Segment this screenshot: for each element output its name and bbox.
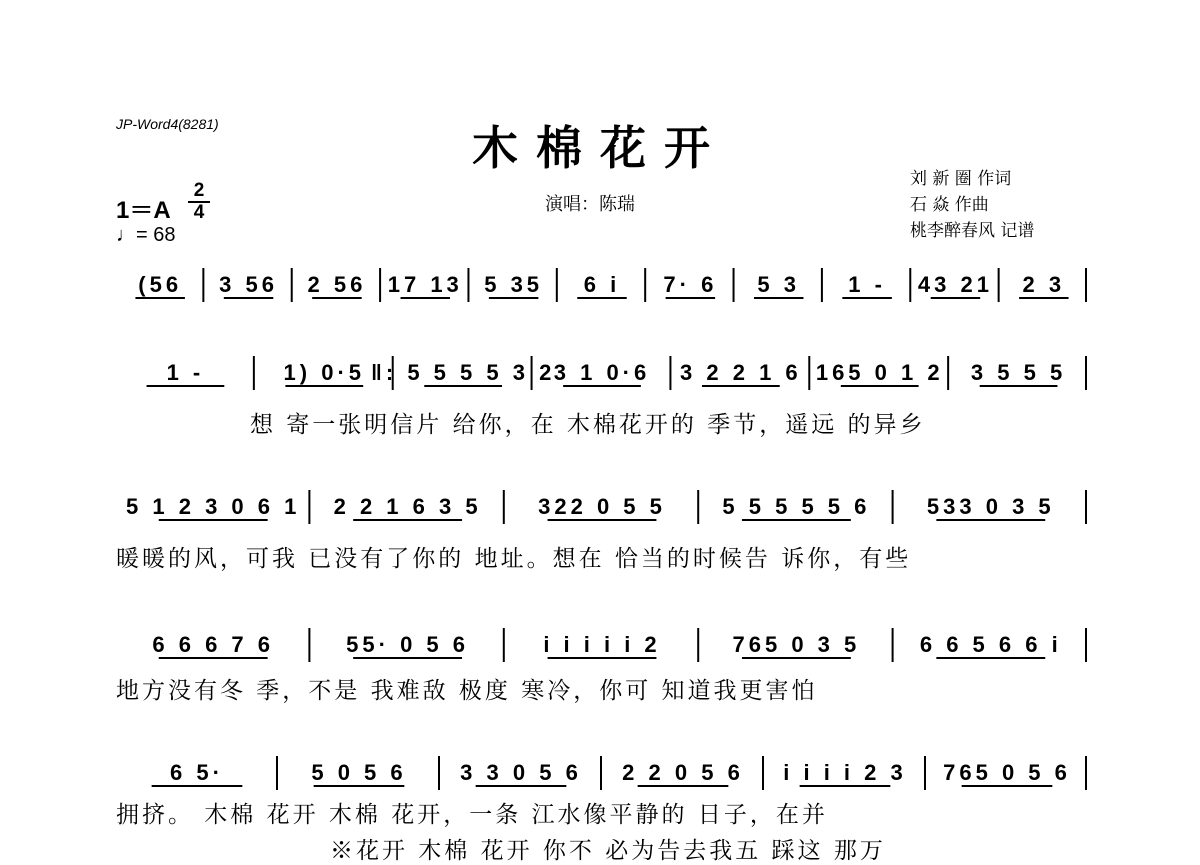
measure-notes: 3 56 — [219, 272, 278, 297]
tempo-marking: ♩= 68 — [116, 224, 176, 246]
measure-notes: 6 i — [583, 272, 621, 297]
measure-notes: 2 2 0 5 6 — [622, 760, 744, 785]
measure-notes: 7· 6 — [663, 272, 718, 297]
measure-notes: 3 1 0·6 — [553, 360, 651, 385]
lyric-line-5: 拥挤。 木棉 花开 木棉 花开，一条 江水像平静的 日子，在并 — [116, 802, 828, 828]
measure-notes: (56 — [138, 272, 183, 297]
composer-credit: 石 焱 作曲 — [910, 195, 989, 215]
notation-line-5 — [116, 756, 1088, 792]
measure-notes: 5 5 5 5 5 6 — [722, 494, 871, 519]
measure-notes: 5 0 5 6 — [311, 760, 407, 785]
notation-svg-5 — [116, 756, 1088, 792]
measure-notes: 1) 0·5 — [283, 360, 366, 385]
measure-notes: 1 - — [848, 272, 886, 297]
measure-notes: 2 3 — [1022, 272, 1066, 297]
lyric-line-3: 暖暖的风，可我 已没有了你的 地址。想在 恰当的时候告 诉你，有些 — [116, 546, 912, 572]
notation-svg-4 — [116, 628, 1088, 664]
source-tag: JP-Word4(8281) — [116, 116, 219, 132]
measure-notes: 2 56 — [307, 272, 367, 297]
transcriber-credit: 桃李醉春风 记谱 — [910, 221, 1035, 241]
notation-line-4 — [116, 628, 1088, 664]
song-title: 木棉花开 — [472, 121, 728, 175]
lyric-line-4: 地方没有冬 季，不是 我难敌 极度 寒冷，你可 知道我更害怕 — [116, 678, 818, 704]
measure-notes: 533 0 3 5 — [926, 494, 1055, 519]
notation-svg-1 — [116, 268, 1088, 304]
measure-notes: 2 2 1 6 3 5 — [333, 494, 482, 519]
singer-line: 演唱：陈瑞 — [545, 194, 635, 215]
measure-notes: 17 13 — [387, 272, 463, 297]
measure-notes: 6 6 6 7 6 — [152, 632, 275, 657]
measure-notes: i i i i 2 3 — [783, 760, 907, 785]
notation-svg-2 — [116, 356, 1088, 392]
measure-notes: 6 6 5 6 6 i — [919, 632, 1062, 657]
measure-notes: 3 5 5 5 — [970, 360, 1067, 385]
measure-notes: 3 2 2 1 6 — [680, 360, 802, 385]
measure-notes: 5 3 — [757, 272, 801, 297]
lyric-line-5b: ※花开 木棉 花开 你不 必为告去我五 踩这 那万 — [330, 838, 886, 864]
measure-notes: 1 - — [166, 360, 205, 385]
notation-line-2 — [116, 356, 1088, 392]
measure-notes: 43 21 — [917, 272, 993, 297]
measure-notes: 165 0 1 2 — [815, 360, 944, 385]
measure-notes: 765 0 5 6 — [943, 760, 1071, 785]
notation-line-3 — [116, 490, 1088, 526]
key-signature: 1＝A — [116, 197, 171, 224]
time-signature-bottom: 4 — [193, 202, 205, 223]
measure-notes: 3 3 0 5 6 — [460, 760, 582, 785]
measure-notes: 55· 0 5 6 — [346, 632, 470, 657]
measure-notes: ‖: 5 5 5 5 3 2 — [370, 360, 556, 385]
measure-notes: 765 0 3 5 — [732, 632, 861, 657]
measure-notes: 6 5· — [170, 760, 224, 785]
measure-notes: 5 35 — [484, 272, 544, 297]
measure-notes: i i i i i 2 — [543, 632, 661, 657]
time-signature-top: 2 — [193, 180, 205, 201]
notation-line-1 — [116, 268, 1088, 304]
measure-notes: 322 0 5 5 — [538, 494, 666, 519]
time-signature — [188, 180, 210, 223]
lyricist-credit: 刘 新 圈 作词 — [910, 169, 1012, 189]
lyric-line-2: 想 寄一张明信片 给你，在 木棉花开的 季节，遥远 的异乡 — [250, 412, 926, 438]
notation-svg-3 — [116, 490, 1088, 526]
measure-notes: 5 1 2 3 0 6 1 — [126, 494, 301, 519]
